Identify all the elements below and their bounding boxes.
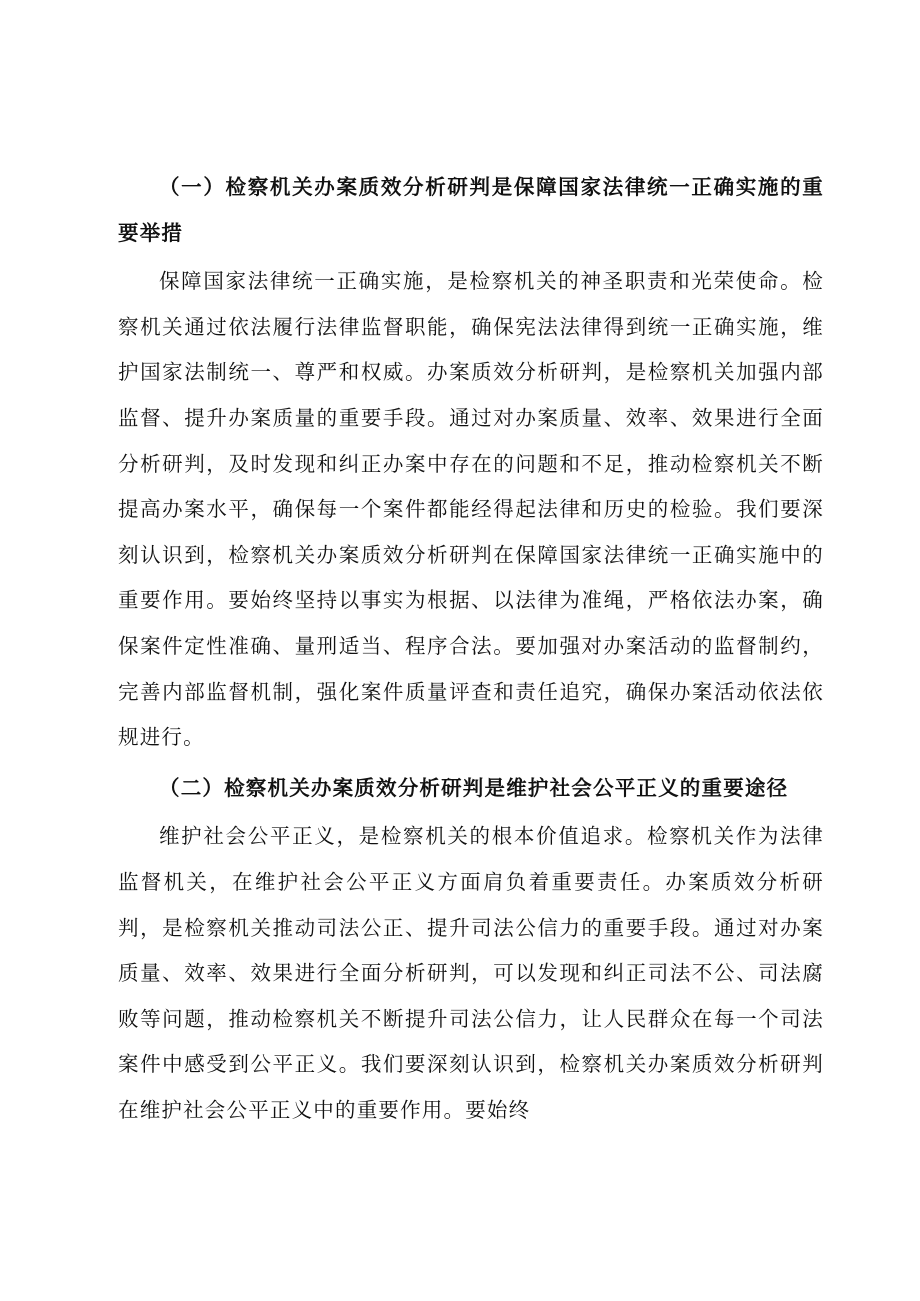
section-2-heading: （二）检察机关办案质效分析研判是维护社会公平正义的重要途径 bbox=[159, 775, 789, 800]
section-1-heading: （一）检察机关办案质效分析研判是保障国家法律统一正确实施的重要举措 bbox=[118, 175, 824, 245]
section-1-paragraph: 保障国家法律统一正确实施，是检察机关的神圣职责和光荣使命。检察机关通过依法履行法律监督职能，确保宪法法律得到统一正确实施，维护国家法制统一、尊严和权威。办案质效分析研判，是检察机关加强内部监督、提升办案质量的重要手段。通过对办案质量、效率、效果进行全面分析研判，及时发现和纠正办案中存在的问题和不足，推动检察机关不断提高办案水平，确保每一个案件都能经得起法律和历史的检验。我们要深刻认识到，检察机关办案质效分析研判在保障国家法律统一正确实施中的重要作用。要始终坚持以事实为根据、以法律为准绳，严格依法办案，确保案件定性准确、量刑适当、程序合法。要加强对办案活动的监督制约，完善内部监督机制，强化案件质量评查和责任追究，确保办案活动依法依规进行。 bbox=[118, 269, 824, 750]
document-body bbox=[118, 165, 824, 1133]
section-2-paragraph: 维护社会公平正义，是检察机关的根本价值追求。检察机关作为法律监督机关，在维护社会公平正义方面肩负着重要责任。办案质效分析研判，是检察机关推动司法公正、提升司法公信力的重要手段。通过对办案质量、效率、效果进行全面分析研判，可以发现和纠正司法不公、司法腐败等问题，推动检察机关不断提升司法公信力，让人民群众在每一个司法案件中感受到公平正义。我们要深刻认识到，检察机关办案质效分析研判在维护社会公平正义中的重要作用。要始终 bbox=[118, 824, 824, 1122]
